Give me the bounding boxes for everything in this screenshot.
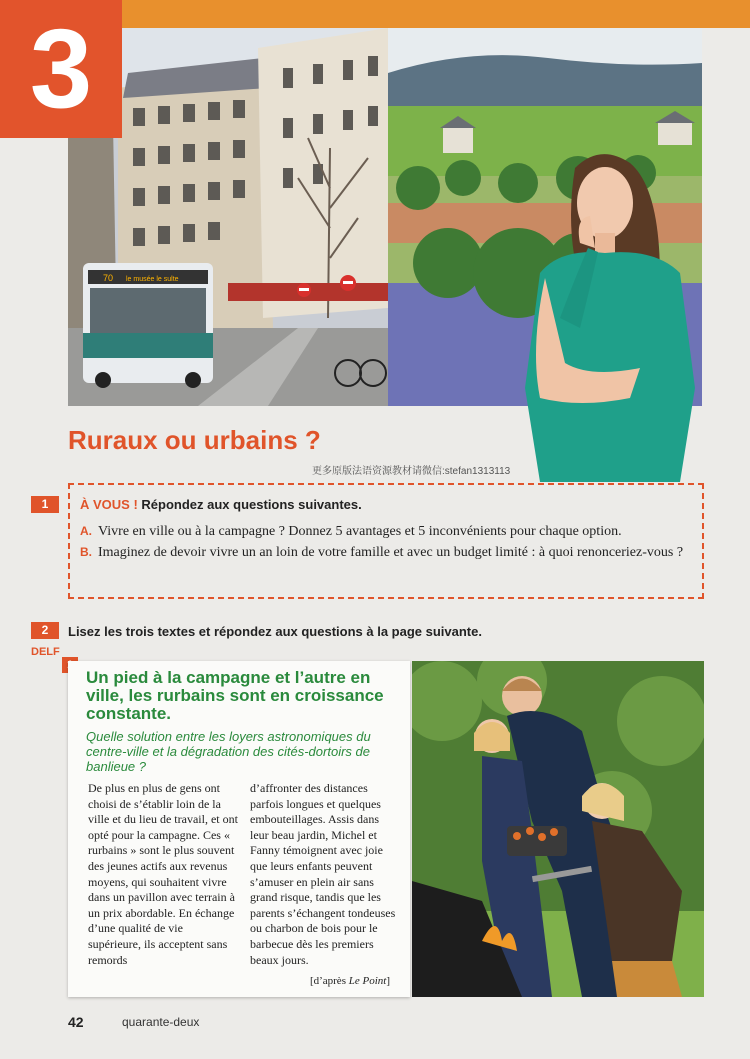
unit-number-badge: 3: [0, 0, 122, 138]
delf-tag: DELF: [31, 646, 60, 658]
exercise-2-number: 2: [31, 622, 59, 639]
article-column-1: De plus en plus de gens ont choisi de s’établir loin de la ville et du lieu de travail, et ont opté pour la campagne. Ces « rurbains » sont le plus souvent des jeunes actifs aux revenus moyens, qui souhaitent vivre dans un pavillon avec terrain à un prix abordable. En échange d’une qualité de vie supérieure, ils acceptent sans remords: [88, 781, 238, 967]
family-barbecue-photo: [412, 661, 704, 997]
lesson-title: Ruraux ou urbains ?: [68, 425, 321, 455]
bus-destination-sign: le musée le sulte: [126, 276, 179, 283]
page-number-words: quarante-deux: [122, 1015, 200, 1029]
article-text-1: [68, 661, 410, 997]
thinking-woman-photo: [520, 148, 700, 482]
article-title: Un pied à la campagne et l’autre en ville, les rurbains sont en croissance constante.: [86, 668, 384, 723]
item-letter: B.: [80, 545, 92, 559]
exercise-1-item-a: [80, 521, 690, 542]
exercise-1-item-b: [80, 542, 690, 563]
item-text: Imaginez de devoir vivre un an loin de votre famille et avec un budget limité : à quoi renonceriez-vous ?: [98, 545, 684, 560]
exercise-2-instruction: Lisez les trois textes et répondez aux questions à la page suivante.: [68, 624, 482, 639]
item-text: Vivre en ville ou à la campagne ? Donnez 5 avantages et 5 inconvénients pour chaque option.: [98, 524, 622, 539]
item-letter: A.: [80, 524, 92, 538]
exercise-1-box: [68, 483, 704, 599]
page-number: 42: [68, 1014, 84, 1030]
exercise-1-number: 1: [31, 496, 59, 513]
exercise-1-label: À VOUS !: [80, 497, 138, 512]
bus-route-number: 70: [103, 273, 114, 283]
article-source: [d’après Le Point]: [309, 975, 390, 987]
exercise-1-heading: [80, 497, 690, 512]
watermark-text: 更多原版法语资源教材请微信:stefan1313113: [312, 466, 511, 477]
article-column-2: d’affronter des distances parfois longues et quelques embouteillages. Assis dans leur beau jardin, Michel et Fanny témoignent avec joie que leurs enfants peuvent s’amuser en plein air sans grand risque, tandis que les parents s’échangent tondeuses ou charbon de bois pour le barbecue dès les premiers beaux jours.: [250, 781, 396, 967]
article-subtitle: Quelle solution entre les loyers astronomiques du centre-ville et la dégradation des cités-dortoirs de banlieue ?: [86, 729, 371, 774]
exercise-1-instruction: Répondez aux questions suivantes.: [137, 497, 362, 512]
